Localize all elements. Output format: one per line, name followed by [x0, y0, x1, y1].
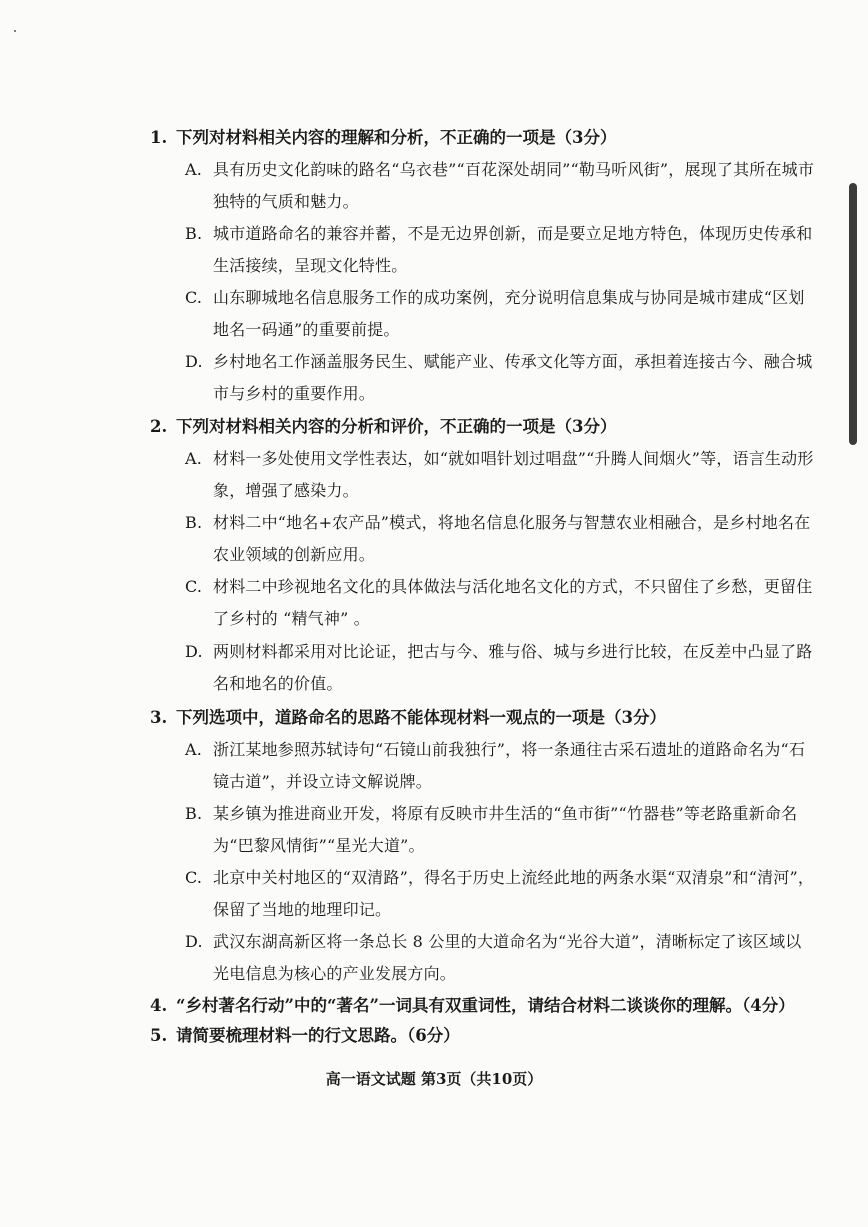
- page-footer: 高一语文试题 第3页（共10页）: [325, 1070, 543, 1088]
- question-number: 5.: [150, 1026, 168, 1045]
- question-5-stem: [150, 1024, 830, 1048]
- option-letter: D.: [185, 352, 203, 371]
- option-text: 两则材料都采用对比论证，把古与今、雅与俗、城与乡进行比较，在反差中凸显了路名和地名的价值。: [213, 642, 813, 693]
- question-1-stem: [150, 126, 830, 150]
- option-text: 乡村地名工作涵盖服务民生、赋能产业、传承文化等方面，承担着连接古今、融合城市与乡村的重要作用。: [213, 352, 813, 403]
- option-letter: C.: [185, 868, 203, 887]
- option-text: 北京中关村地区的“双清路”，得名于历史上流经此地的两条水渠“双清泉”和“清河”，保留了当地的地理印记。: [213, 868, 815, 919]
- option-text: 城市道路命名的兼容并蓄，不是无边界创新，而是要立足地方特色，体现历史传承和生活接续，呈现文化特性。: [213, 224, 813, 275]
- question-3-option-a: [185, 734, 817, 798]
- question-2-option-a: [185, 443, 817, 507]
- option-text: 浙江某地参照苏轼诗句“石镜山前我独行”，将一条通往古采石遗址的道路命名为“石镜古道”，并设立诗文解说牌。: [213, 740, 806, 791]
- option-text: 材料一多处使用文学性表达，如“就如唱针划过唱盘”“升腾人间烟火”等，语言生动形象，增强了感染力。: [213, 449, 814, 500]
- question-3-stem: [150, 706, 830, 730]
- option-letter: A.: [185, 160, 203, 179]
- option-letter: D.: [185, 932, 203, 951]
- question-text: “乡村著名行动”中的“著名”一词具有双重词性，请结合材料二谈谈你的理解。（4分）: [176, 996, 795, 1015]
- question-1-option-a: [185, 154, 817, 218]
- question-text: 下列对材料相关内容的分析和评价，不正确的一项是（3分）: [176, 417, 617, 436]
- option-letter: B.: [185, 804, 203, 823]
- question-number: 4.: [150, 996, 168, 1015]
- question-2-option-c: [185, 571, 817, 635]
- option-text: 山东聊城地名信息服务工作的成功案例，充分说明信息集成与协同是城市建成“区划地名一码通”的重要前提。: [213, 288, 805, 339]
- option-text: 材料二中珍视地名文化的具体做法与活化地名文化的方式，不只留住了乡愁，更留住了乡村的 “精气神” 。: [213, 577, 813, 628]
- option-text: 材料二中“地名+农产品”模式，将地名信息化服务与智慧农业相融合，是乡村地名在农业领域的创新应用。: [213, 513, 811, 564]
- option-text: 具有历史文化韵味的路名“乌衣巷”“百花深处胡同”“勒马听风街”，展现了其所在城市独特的气质和魅力。: [213, 160, 815, 211]
- option-letter: C.: [185, 577, 203, 596]
- question-3-option-b: [185, 798, 817, 862]
- option-letter: A.: [185, 449, 203, 468]
- question-2-option-b: [185, 507, 817, 571]
- option-letter: B.: [185, 224, 203, 243]
- question-number: 1.: [150, 128, 168, 147]
- question-4-stem: [150, 994, 830, 1018]
- question-2-option-d: [185, 636, 817, 700]
- option-letter: B.: [185, 513, 203, 532]
- scan-speck: [14, 30, 16, 32]
- question-2-stem: [150, 415, 830, 439]
- question-1-option-c: [185, 282, 817, 346]
- option-letter: C.: [185, 288, 203, 307]
- question-number: 2.: [150, 417, 168, 436]
- question-3-option-d: [185, 926, 817, 990]
- option-letter: A.: [185, 740, 203, 759]
- question-number: 3.: [150, 708, 168, 727]
- question-3-option-c: [185, 862, 817, 926]
- option-letter: D.: [185, 642, 203, 661]
- question-1-option-d: [185, 346, 817, 410]
- question-text: 请简要梳理材料一的行文思路。（6分）: [176, 1026, 460, 1045]
- question-text: 下列对材料相关内容的理解和分析，不正确的一项是（3分）: [176, 128, 617, 147]
- option-text: 某乡镇为推进商业开发，将原有反映市井生活的“鱼市街”“竹器巷”等老路重新命名为“巴黎风情街”“星光大道”。: [213, 804, 798, 855]
- scrollbar-thumb[interactable]: [849, 183, 857, 445]
- question-1-option-b: [185, 218, 817, 282]
- option-text: 武汉东湖高新区将一条总长 8 公里的大道命名为“光谷大道”，清晰标定了该区域以光电信息为核心的产业发展方向。: [213, 932, 802, 983]
- question-text: 下列选项中，道路命名的思路不能体现材料一观点的一项是（3分）: [176, 708, 666, 727]
